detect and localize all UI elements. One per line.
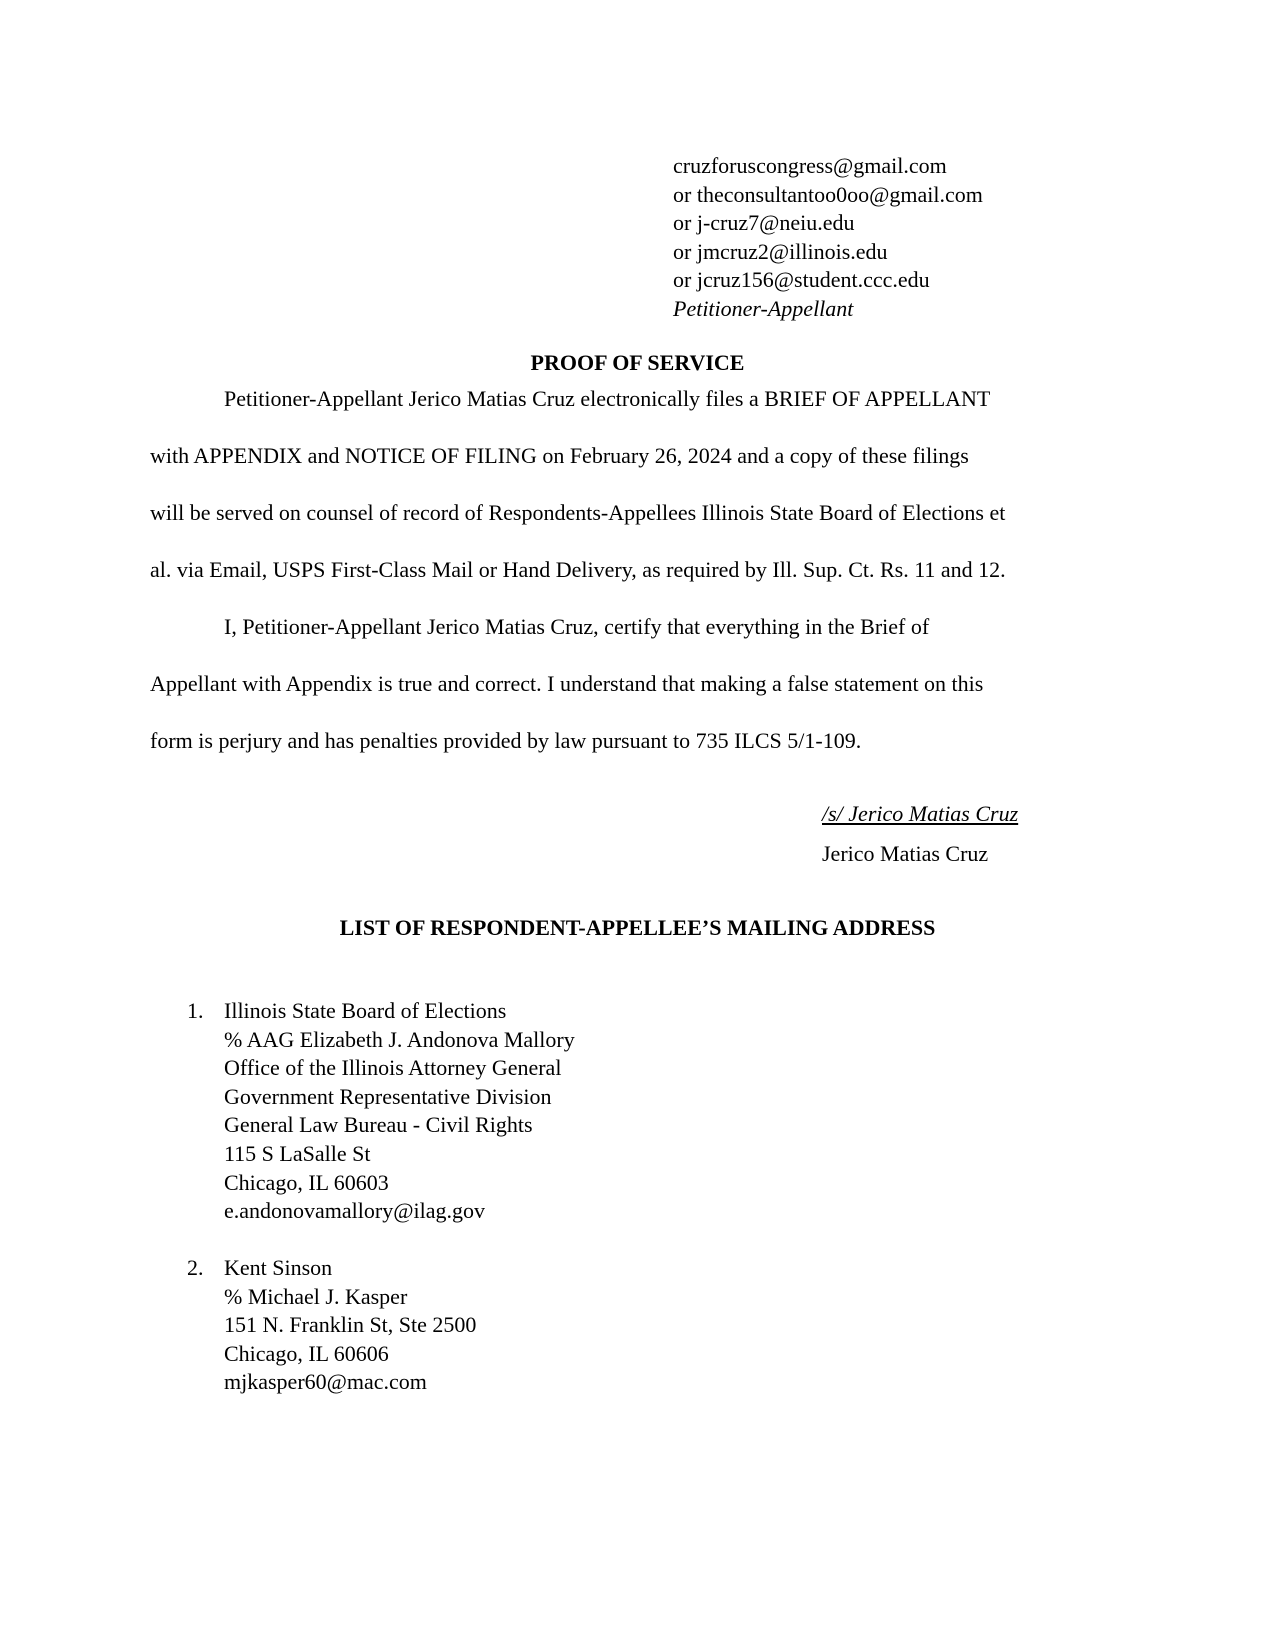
address-line: Government Representative Division — [224, 1083, 552, 1109]
paragraph-line: will be served on counsel of record of Respondents-Appellees Illinois State Board of Elections et — [150, 500, 1006, 525]
address-line: Office of the Illinois Attorney General — [224, 1055, 562, 1081]
address-line: Kent Sinson — [224, 1255, 333, 1280]
signature-block — [822, 794, 1018, 874]
paragraph-line: I, Petitioner-Appellant Jerico Matias Cruz, certify that everything in the Brief of — [224, 614, 930, 639]
entry-number: 2. — [187, 1255, 204, 1280]
contact-email: or jmcruz2@illinois.edu — [673, 238, 888, 264]
address-line: Chicago, IL 60603 — [224, 1169, 389, 1195]
address-lines — [224, 997, 575, 1226]
address-line: 115 S LaSalle St — [224, 1140, 371, 1166]
address-line: Illinois State Board of Elections — [224, 998, 507, 1023]
address-line: mjkasper60@mac.com — [224, 1369, 427, 1395]
mailing-list-title: LIST OF RESPONDENT-APPELLEE’S MAILING ADDRESS — [339, 915, 936, 940]
contact-email: or j-cruz7@neiu.edu — [673, 210, 855, 235]
contact-email: or jcruz156@student.ccc.edu — [673, 267, 930, 292]
contact-email: cruzforuscongress@gmail.com — [673, 153, 947, 178]
paragraph-line: Appellant with Appendix is true and correct. I understand that making a false statement on this — [150, 671, 984, 696]
service-paragraph — [150, 370, 1130, 598]
paragraph-line: Petitioner-Appellant Jerico Matias Cruz electronically files a BRIEF OF APPELLANT — [224, 386, 991, 411]
proof-of-service-title: PROOF OF SERVICE — [530, 350, 745, 375]
paragraph-line: form is perjury and has penalties provided by law pursuant to 735 ILCS 5/1-109. — [150, 728, 862, 753]
address-line: e.andonovamallory@ilag.gov — [224, 1198, 485, 1224]
entry-number: 1. — [187, 998, 204, 1023]
contact-role: Petitioner-Appellant — [673, 295, 854, 321]
address-line: 151 N. Franklin St, Ste 2500 — [224, 1312, 477, 1338]
paragraph-line: with APPENDIX and NOTICE OF FILING on February 26, 2024 and a copy of these filings — [150, 443, 969, 468]
contact-email: or theconsultantoo0oo@gmail.com — [673, 181, 983, 207]
contact-block — [673, 152, 983, 323]
address-line: % AAG Elizabeth J. Andonova Mallory — [224, 1026, 575, 1052]
paragraph-line: al. via Email, USPS First-Class Mail or Hand Delivery, as required by Ill. Sup. Ct. Rs. 11 and 12. — [150, 557, 1006, 582]
address-line: Chicago, IL 60606 — [224, 1340, 389, 1366]
signer-name: Jerico Matias Cruz — [822, 841, 989, 866]
certification-paragraph — [150, 598, 1130, 769]
address-line: General Law Bureau - Civil Rights — [224, 1112, 533, 1138]
address-line: % Michael J. Kasper — [224, 1283, 408, 1309]
address-lines — [224, 1254, 476, 1397]
electronic-signature: /s/ Jerico Matias Cruz — [822, 801, 1019, 826]
